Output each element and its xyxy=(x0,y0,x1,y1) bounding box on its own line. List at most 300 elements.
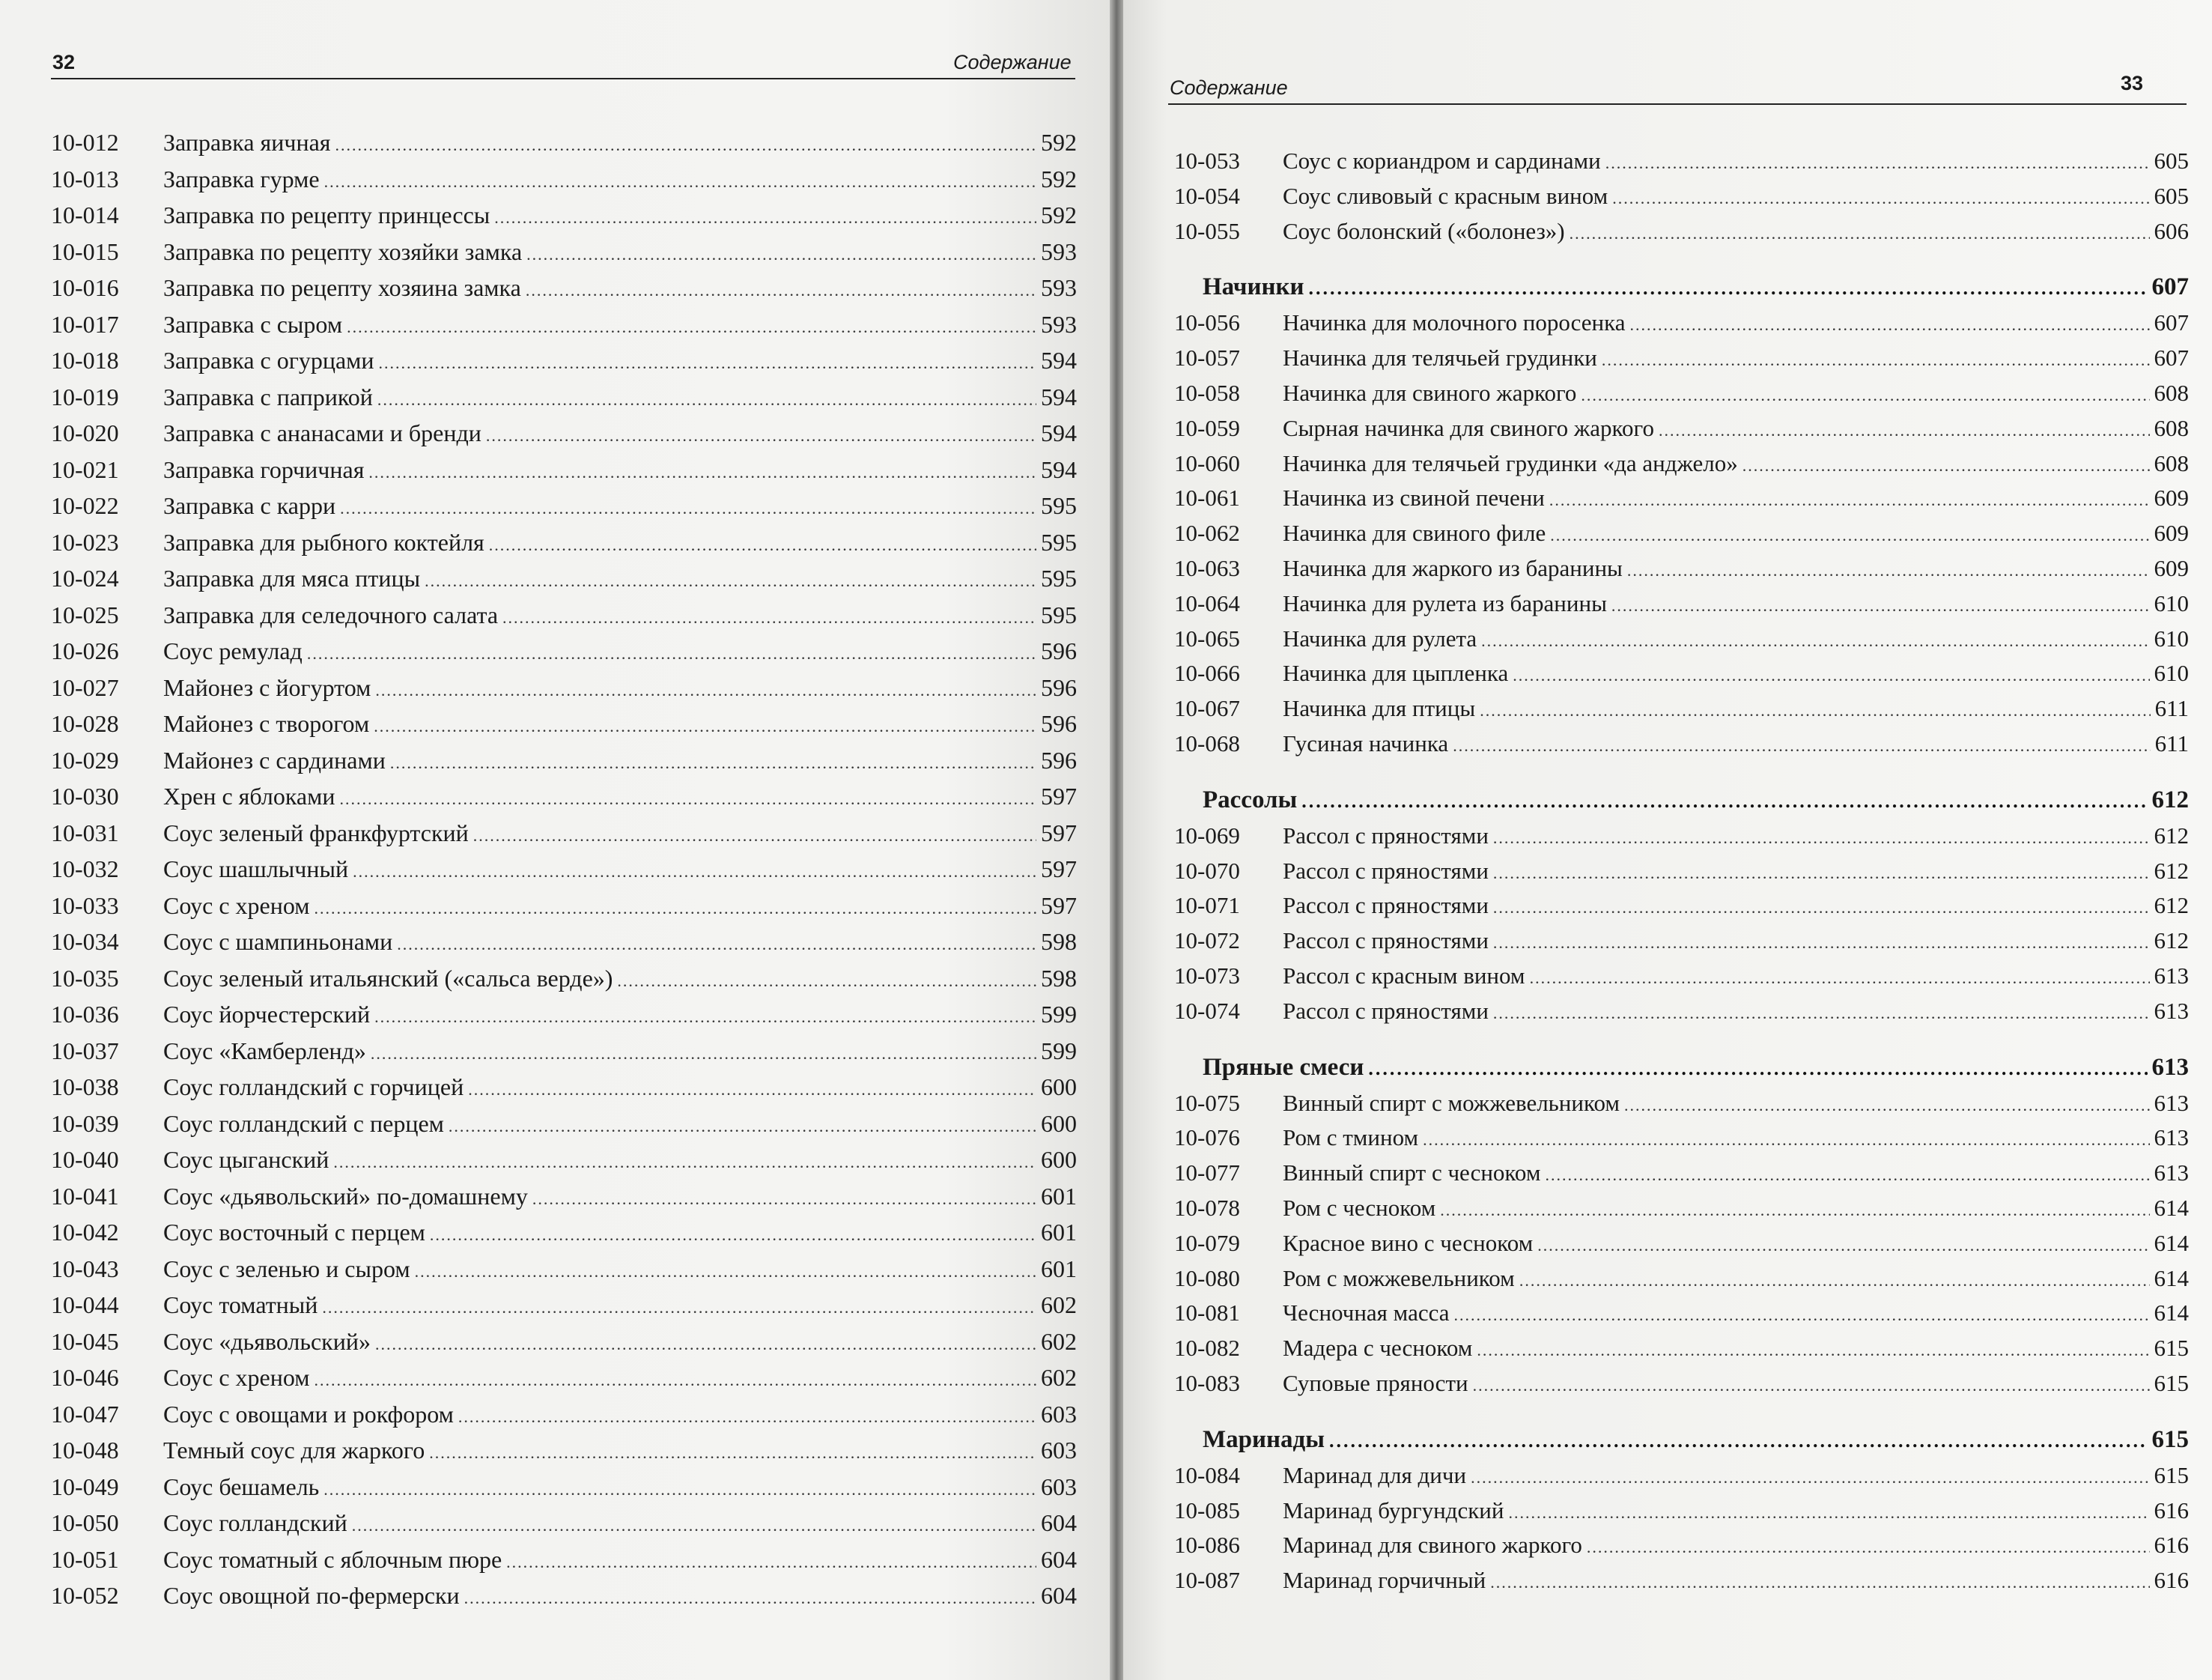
entry-code: 10-075 xyxy=(1174,1089,1240,1116)
entry-code: 10-022 xyxy=(51,492,119,519)
entry-title: Начинка для рулета из баранины xyxy=(1283,589,1607,616)
entry-code: 10-084 xyxy=(1174,1461,1240,1488)
entry-page: 609 xyxy=(2154,554,2189,581)
page-number-left: 32 xyxy=(52,51,76,73)
toc-entry xyxy=(51,419,1077,456)
toc-entry xyxy=(51,747,1077,783)
toc-entry xyxy=(1174,1265,2189,1300)
entry-title: Темный соус для жаркого xyxy=(163,1437,425,1464)
entry-title: Соус цыганский xyxy=(163,1146,329,1173)
entry-title: Винный спирт с чесноком xyxy=(1283,1159,1541,1186)
entry-page: 602 xyxy=(1041,1327,1077,1355)
entry-code: 10-016 xyxy=(51,274,119,301)
toc-entry xyxy=(1174,1497,2189,1532)
entry-page: 607 xyxy=(2154,345,2189,372)
toc-entry xyxy=(51,1328,1077,1365)
dot-leader xyxy=(1490,1573,2149,1592)
dot-leader xyxy=(335,136,1037,155)
dot-leader xyxy=(322,1298,1036,1317)
section-heading xyxy=(1174,786,2189,822)
dot-leader xyxy=(390,753,1036,773)
dot-leader xyxy=(1624,1096,2150,1115)
entry-code: 10-060 xyxy=(1174,449,1240,476)
entry-page: 611 xyxy=(2154,695,2189,722)
entry-code: 10-062 xyxy=(1174,520,1240,547)
entry-title: Соус с овощами и рокфором xyxy=(163,1400,454,1428)
dot-leader xyxy=(506,1553,1036,1572)
toc-entry xyxy=(1174,450,2189,485)
entry-title: Заправка с сыром xyxy=(163,310,343,338)
toc-entry xyxy=(51,1110,1077,1147)
toc-entry xyxy=(51,238,1077,275)
entry-page: 610 xyxy=(2154,660,2189,687)
entry-page: 599 xyxy=(1041,1001,1077,1028)
entry-page: 612 xyxy=(2154,892,2189,919)
entry-code: 10-012 xyxy=(51,129,119,156)
entry-title: Заправка с карри xyxy=(163,492,336,519)
toc-entry xyxy=(51,492,1077,529)
entry-page: 593 xyxy=(1041,274,1077,301)
entry-code: 10-017 xyxy=(51,310,119,338)
section-page: 607 xyxy=(2151,273,2189,301)
entry-code: 10-081 xyxy=(1174,1300,1240,1326)
dot-leader xyxy=(1742,456,2150,476)
toc-entry xyxy=(1174,520,2189,555)
entry-code: 10-036 xyxy=(51,1001,119,1028)
toc-entry xyxy=(1174,1370,2189,1405)
entry-page: 612 xyxy=(2154,857,2189,884)
dot-leader xyxy=(464,1589,1036,1608)
entry-page: 603 xyxy=(1041,1400,1077,1428)
entry-title: Рассол с пряностями xyxy=(1283,892,1489,919)
toc-entry xyxy=(51,674,1077,711)
toc-entry xyxy=(1174,730,2189,765)
entry-page: 613 xyxy=(2154,962,2189,989)
entry-title: Начинка из свиной печени xyxy=(1283,485,1545,512)
toc-entry xyxy=(1174,695,2189,730)
entry-code: 10-032 xyxy=(51,855,119,882)
entry-code: 10-067 xyxy=(1174,695,1240,722)
dot-leader xyxy=(1508,1503,2149,1523)
entry-page: 613 xyxy=(2154,1159,2189,1186)
entry-title: Начинка для рулета xyxy=(1283,625,1477,652)
dot-leader xyxy=(415,1262,1036,1282)
entry-code: 10-059 xyxy=(1174,414,1240,441)
entry-title: Соус бешамель xyxy=(163,1473,320,1500)
dot-leader xyxy=(489,536,1036,555)
toc-entry xyxy=(1174,183,2189,218)
dot-leader xyxy=(473,826,1036,846)
entry-page: 609 xyxy=(2154,485,2189,512)
entry-page: 616 xyxy=(2154,1496,2189,1523)
dot-leader xyxy=(352,1516,1036,1535)
entry-page: 592 xyxy=(1041,201,1077,228)
dot-leader xyxy=(425,571,1036,591)
entry-title: Соус голландский с горчицей xyxy=(163,1073,464,1100)
entry-code: 10-073 xyxy=(1174,962,1240,989)
toc-entry xyxy=(1174,555,2189,590)
entry-title: Заправка яичная xyxy=(163,129,331,156)
dot-leader xyxy=(430,1225,1036,1245)
entry-page: 614 xyxy=(2154,1229,2189,1256)
toc-entry xyxy=(1174,485,2189,520)
dot-leader xyxy=(1493,898,2150,918)
entry-page: 594 xyxy=(1041,383,1077,410)
dot-leader xyxy=(1605,154,2150,173)
toc-list-right xyxy=(1174,148,2189,1602)
entry-page: 592 xyxy=(1041,129,1077,156)
entry-title: Маринад для свиного жаркого xyxy=(1283,1532,1582,1559)
entry-title: Начинка для птицы xyxy=(1283,695,1476,722)
dot-leader xyxy=(1545,1165,2149,1185)
entry-page: 595 xyxy=(1041,601,1077,628)
entry-title: Соус «Камберленд» xyxy=(163,1037,366,1064)
entry-title: Соус зеленый франкфуртский xyxy=(163,819,469,846)
entry-page: 609 xyxy=(2154,520,2189,547)
toc-entry xyxy=(1174,1300,2189,1335)
entry-code: 10-031 xyxy=(51,819,119,846)
toc-entry xyxy=(1174,858,2189,893)
dot-leader xyxy=(502,608,1036,628)
entry-page: 606 xyxy=(2154,217,2189,244)
section-page: 615 xyxy=(2151,1425,2189,1453)
entry-title: Заправка по рецепту хозяйки замка xyxy=(163,237,523,265)
entry-page: 597 xyxy=(1041,891,1077,919)
entry-code: 10-085 xyxy=(1174,1496,1240,1523)
entry-code: 10-035 xyxy=(51,964,119,992)
entry-page: 596 xyxy=(1041,673,1077,701)
toc-entry xyxy=(51,383,1077,420)
entry-page: 594 xyxy=(1041,455,1077,483)
entry-page: 601 xyxy=(1041,1219,1077,1246)
entry-title: Соус с шампиньонами xyxy=(163,928,393,955)
dot-leader xyxy=(1309,277,2148,300)
toc-entry xyxy=(51,529,1077,565)
entry-page: 594 xyxy=(1041,419,1077,446)
entry-title: Начинка для свиного филе xyxy=(1283,520,1546,547)
entry-code: 10-040 xyxy=(51,1146,119,1173)
entry-title: Майонез с йогуртом xyxy=(163,673,371,701)
entry-code: 10-044 xyxy=(51,1291,119,1318)
entry-title: Соус с зеленью и сыром xyxy=(163,1255,410,1282)
dot-leader xyxy=(429,1443,1036,1463)
entry-page: 607 xyxy=(2154,309,2189,336)
entry-code: 10-079 xyxy=(1174,1229,1240,1256)
toc-entry xyxy=(51,274,1077,311)
entry-page: 600 xyxy=(1041,1073,1077,1100)
dot-leader xyxy=(1493,933,2150,953)
entry-title: Соус шашлычный xyxy=(163,855,349,882)
entry-code: 10-021 xyxy=(51,455,119,483)
entry-title: Суповые пряности xyxy=(1283,1369,1468,1396)
entry-code: 10-039 xyxy=(51,1109,119,1137)
entry-page: 597 xyxy=(1041,855,1077,882)
entry-code: 10-087 xyxy=(1174,1567,1240,1594)
dot-leader xyxy=(1519,1271,2150,1291)
toc-entry xyxy=(51,565,1077,601)
entry-code: 10-042 xyxy=(51,1219,119,1246)
toc-entry xyxy=(51,1183,1077,1219)
right-page xyxy=(1123,0,2212,1680)
entry-code: 10-070 xyxy=(1174,857,1240,884)
toc-entry xyxy=(1174,1567,2189,1602)
dot-leader xyxy=(1513,666,2149,685)
entry-code: 10-046 xyxy=(51,1364,119,1391)
entry-code: 10-049 xyxy=(51,1473,119,1500)
dot-leader xyxy=(1549,491,2150,510)
entry-page: 616 xyxy=(2154,1567,2189,1594)
toc-entry xyxy=(51,637,1077,674)
toc-entry xyxy=(51,1437,1077,1473)
entry-page: 603 xyxy=(1041,1473,1077,1500)
dot-leader xyxy=(1493,864,2150,883)
page-number-right: 33 xyxy=(2121,72,2144,94)
entry-page: 613 xyxy=(2154,1089,2189,1116)
dot-leader xyxy=(375,1335,1036,1354)
dot-leader xyxy=(397,935,1036,954)
entry-title: Гусиная начинка xyxy=(1283,730,1449,756)
entry-page: 614 xyxy=(2154,1264,2189,1291)
entry-page: 601 xyxy=(1041,1182,1077,1210)
dot-leader xyxy=(1530,968,2150,988)
dot-leader xyxy=(468,1080,1036,1100)
toc-entry xyxy=(51,1073,1077,1110)
entry-page: 598 xyxy=(1041,964,1077,992)
entry-page: 611 xyxy=(2154,730,2189,756)
entry-title: Соус «дьявольский» xyxy=(163,1327,371,1355)
entry-code: 10-030 xyxy=(51,783,119,810)
dot-leader xyxy=(486,426,1036,446)
entry-title: Маринад бургундский xyxy=(1283,1496,1504,1523)
entry-code: 10-051 xyxy=(51,1545,119,1573)
toc-entry xyxy=(51,1291,1077,1328)
entry-title: Начинка для свиного жаркого xyxy=(1283,379,1577,406)
toc-entry xyxy=(51,1401,1077,1437)
toc-entry xyxy=(51,1146,1077,1183)
section-heading xyxy=(1174,273,2189,309)
toc-entry xyxy=(51,201,1077,238)
entry-code: 10-015 xyxy=(51,237,119,265)
dot-leader xyxy=(1537,1236,2149,1255)
entry-code: 10-047 xyxy=(51,1400,119,1428)
dot-leader xyxy=(368,463,1036,482)
entry-page: 601 xyxy=(1041,1255,1077,1282)
dot-leader xyxy=(1659,421,2150,440)
toc-entry xyxy=(51,601,1077,638)
entry-page: 615 xyxy=(2154,1461,2189,1488)
entry-page: 615 xyxy=(2154,1335,2189,1362)
entry-title: Соус «дьявольский» по-домашнему xyxy=(163,1182,528,1210)
entry-page: 614 xyxy=(2154,1194,2189,1221)
entry-page: 595 xyxy=(1041,528,1077,556)
toc-entry xyxy=(1174,148,2189,183)
entry-page: 612 xyxy=(2154,927,2189,954)
dot-leader xyxy=(375,681,1036,700)
entry-code: 10-028 xyxy=(51,710,119,737)
toc-entry xyxy=(1174,1090,2189,1125)
toc-entry xyxy=(51,1255,1077,1292)
toc-entry xyxy=(1174,1462,2189,1497)
dot-leader xyxy=(1473,1376,2150,1395)
entry-code: 10-083 xyxy=(1174,1369,1240,1396)
entry-title: Майонез с творогом xyxy=(163,710,370,737)
entry-title: Начинка для телячьей грудинки «да анджело» xyxy=(1283,449,1738,476)
entry-code: 10-018 xyxy=(51,347,119,374)
dot-leader xyxy=(1453,736,2150,756)
dot-leader xyxy=(324,172,1036,192)
entry-code: 10-066 xyxy=(1174,660,1240,687)
dot-leader xyxy=(1440,1201,2149,1220)
entry-code: 10-065 xyxy=(1174,625,1240,652)
entry-page: 598 xyxy=(1041,928,1077,955)
dot-leader xyxy=(458,1407,1036,1427)
entry-code: 10-078 xyxy=(1174,1194,1240,1221)
section-heading xyxy=(1174,1426,2189,1462)
toc-entry xyxy=(1174,1159,2189,1195)
entry-code: 10-037 xyxy=(51,1037,119,1064)
dot-leader xyxy=(379,354,1036,373)
section-page: 613 xyxy=(2151,1053,2189,1081)
entry-title: Соус йорчестерский xyxy=(163,1001,371,1028)
entry-page: 612 xyxy=(2154,822,2189,849)
entry-code: 10-024 xyxy=(51,565,119,592)
dot-leader xyxy=(494,208,1036,228)
toc-entry xyxy=(1174,625,2189,661)
entry-code: 10-013 xyxy=(51,165,119,192)
toc-entry xyxy=(51,1509,1077,1546)
toc-entry xyxy=(51,819,1077,856)
entry-code: 10-055 xyxy=(1174,217,1240,244)
dot-leader xyxy=(1481,631,2149,651)
toc-entry xyxy=(51,928,1077,965)
entry-title: Сырная начинка для свиного жаркого xyxy=(1283,414,1654,441)
entry-code: 10-014 xyxy=(51,201,119,228)
entry-title: Хрен с яблоками xyxy=(163,783,335,810)
toc-entry xyxy=(51,311,1077,348)
toc-entry xyxy=(51,456,1077,493)
entry-title: Заправка для селедочного салата xyxy=(163,601,499,628)
entry-title: Мадера с чесноком xyxy=(1283,1335,1473,1362)
entry-page: 596 xyxy=(1041,746,1077,774)
dot-leader xyxy=(526,245,1036,264)
entry-page: 592 xyxy=(1041,165,1077,192)
entry-page: 604 xyxy=(1041,1545,1077,1573)
section-title: Рассолы xyxy=(1203,786,1298,813)
running-header-right: Содержание xyxy=(1170,76,1288,99)
entry-title: Ром с можжевельником xyxy=(1283,1264,1515,1291)
entry-page: 594 xyxy=(1041,347,1077,374)
entry-page: 610 xyxy=(2154,625,2189,652)
entry-title: Соус сливовый с красным вином xyxy=(1283,182,1608,209)
section-spacer xyxy=(1174,252,2189,273)
entry-code: 10-019 xyxy=(51,383,119,410)
toc-entry xyxy=(1174,962,2189,998)
section-page: 612 xyxy=(2151,786,2189,813)
entry-title: Начинка для молочного поросенка xyxy=(1283,309,1626,336)
entry-code: 10-057 xyxy=(1174,345,1240,372)
dot-leader xyxy=(1493,828,2150,848)
entry-code: 10-045 xyxy=(51,1327,119,1355)
dot-leader xyxy=(377,390,1036,410)
entry-page: 602 xyxy=(1041,1364,1077,1391)
dot-leader xyxy=(449,1117,1036,1136)
dot-leader xyxy=(1329,1430,2148,1452)
dot-leader xyxy=(532,1189,1036,1209)
toc-entry xyxy=(1174,927,2189,962)
entry-page: 600 xyxy=(1041,1109,1077,1137)
dot-leader xyxy=(374,1007,1036,1027)
entry-code: 10-026 xyxy=(51,637,119,664)
dot-leader xyxy=(353,862,1036,882)
toc-entry xyxy=(51,166,1077,202)
section-title: Маринады xyxy=(1203,1425,1325,1453)
toc-entry xyxy=(1174,998,2189,1033)
entry-code: 10-076 xyxy=(1174,1124,1240,1151)
entry-page: 599 xyxy=(1041,1037,1077,1064)
entry-title: Заправка с ананасами и бренди xyxy=(163,419,481,446)
dot-leader xyxy=(1368,1058,2147,1080)
toc-entry xyxy=(1174,415,2189,450)
dot-leader xyxy=(1480,701,2150,721)
entry-title: Начинка для цыпленка xyxy=(1283,660,1509,687)
dot-leader xyxy=(1550,526,2149,545)
entry-title: Ром с чесноком xyxy=(1283,1194,1436,1221)
entry-title: Соус ремулад xyxy=(163,637,303,664)
toc-entry xyxy=(51,1219,1077,1255)
dot-leader xyxy=(1423,1130,2149,1150)
entry-title: Заправка горчичная xyxy=(163,455,365,483)
toc-entry xyxy=(1174,380,2189,415)
entry-page: 595 xyxy=(1041,565,1077,592)
toc-entry xyxy=(51,1582,1077,1619)
entry-code: 10-069 xyxy=(1174,822,1240,849)
dot-leader xyxy=(371,1044,1036,1064)
entry-code: 10-050 xyxy=(51,1509,119,1536)
entry-code: 10-068 xyxy=(1174,730,1240,756)
entry-code: 10-072 xyxy=(1174,927,1240,954)
toc-entry xyxy=(1174,309,2189,345)
header-rule-right xyxy=(1168,103,2187,105)
toc-entry xyxy=(51,710,1077,747)
section-spacer xyxy=(1174,1033,2189,1054)
dot-leader xyxy=(526,281,1036,300)
dot-leader xyxy=(1493,1004,2150,1023)
toc-entry xyxy=(51,1037,1077,1074)
entry-code: 10-043 xyxy=(51,1255,119,1282)
entry-page: 613 xyxy=(2154,997,2189,1024)
entry-page: 604 xyxy=(1041,1509,1077,1536)
entry-page: 593 xyxy=(1041,237,1077,265)
entry-title: Соус с хреном xyxy=(163,891,310,919)
entry-title: Соус овощной по-фермерски xyxy=(163,1582,460,1609)
entry-title: Соус с хреном xyxy=(163,1364,310,1391)
entry-page: 603 xyxy=(1041,1437,1077,1464)
entry-title: Начинка для жаркого из баранины xyxy=(1283,554,1623,581)
entry-title: Заправка с огурцами xyxy=(163,347,374,374)
toc-entry xyxy=(1174,1532,2189,1567)
entry-page: 602 xyxy=(1041,1291,1077,1318)
entry-code: 10-029 xyxy=(51,746,119,774)
entry-title: Рассол с пряностями xyxy=(1283,857,1489,884)
toc-entry xyxy=(51,1001,1077,1037)
entry-title: Красное вино с чесноком xyxy=(1283,1229,1534,1256)
entry-code: 10-023 xyxy=(51,528,119,556)
entry-page: 600 xyxy=(1041,1146,1077,1173)
entry-title: Рассол с пряностями xyxy=(1283,822,1489,849)
dot-leader xyxy=(374,717,1036,736)
entry-page: 593 xyxy=(1041,310,1077,338)
dot-leader xyxy=(339,789,1036,809)
